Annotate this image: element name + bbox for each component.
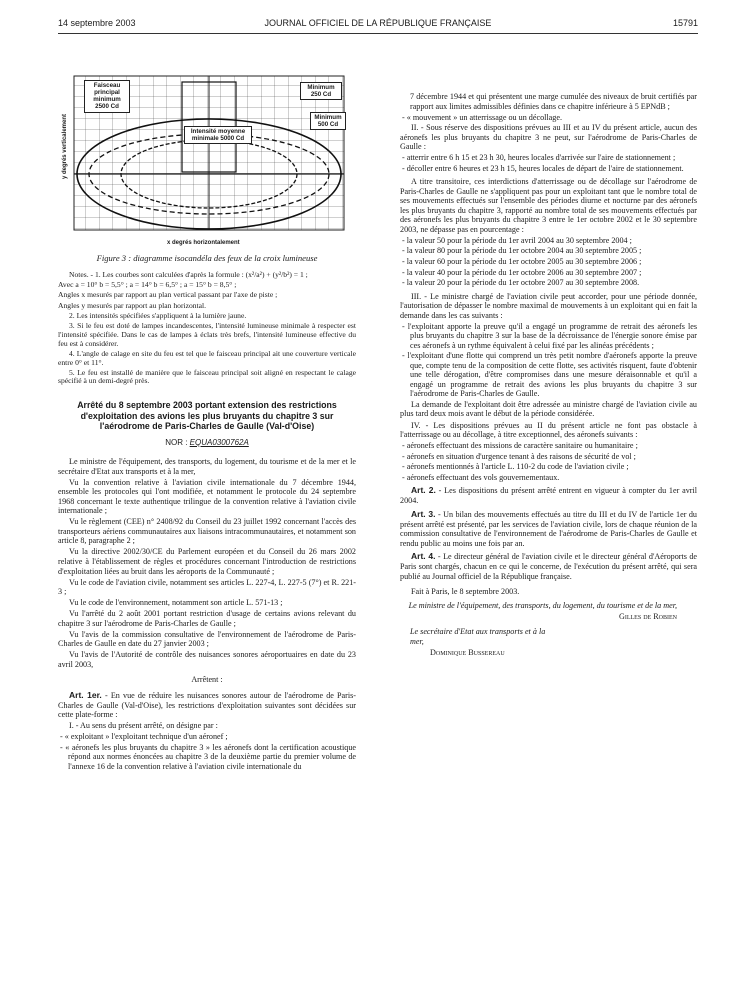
paragraph: Vu le code de l'environnement, notamment son article L. 571-13 ; [69, 598, 283, 608]
signatory-2-name [430, 648, 697, 658]
list-item: - la valeur 20 pour la période du 1er octobre 2007 au 30 septembre 2008. [402, 278, 640, 288]
signatory-1-name-text: Gilles de Robien [618, 611, 677, 621]
list-item: - la valeur 60 pour la période du 1er octobre 2005 au 30 septembre 2006 ; [402, 257, 642, 266]
list-item: - l'exploitant d'une flotte qui comprend un très petit nombre d'aéronefs apporte la preuve que, compte tenu de la composition de cette flotte, ses activités risquent, faute d'obtenir une telle dérogation, d'être compromises dans une mesure déraisonnable et qu'il a engagé un programme de retrait des avions les plus bruyants du chapitre 3 sur l'aérodrome de Paris-Charles de Gaulle. [402, 351, 697, 399]
note: Avec a = 10° b = 5,5° ; a = 14° b = 6,5° ; a = 15° b = 8,5° ; [58, 280, 237, 290]
list-item: - aéronefs mentionnés à l'article L. 110-2 du code de l'aviation civile ; [402, 462, 629, 472]
label-minimum-250: Minimum 250 Cd [300, 82, 342, 100]
article-3 [400, 510, 697, 549]
nor-code: EQUA0300762A [189, 437, 249, 447]
note: Angles x mesurés par rapport au plan vertical passant par l'axe de piste ; [58, 290, 278, 300]
label-main-beam: Faisceau principal minimum 2500 Cd [84, 80, 130, 113]
paragraph: La demande de l'exploitant doit être adressée au ministre chargé de l'aviation civile au plus tard deux mois avant le début de la période considérée. [400, 399, 697, 419]
note: Notes. - 1. Les courbes sont calculées d'après la formule : (x²/a²) + (y²/b²) = 1 ; [69, 270, 308, 280]
signatory-2-name-text: Dominique Bussereau [430, 647, 505, 657]
list-item: - l'exploitant apporte la preuve qu'il a engagé un programme de retrait des aéronefs les plus bruyants du chapitre 3 sur la base de la décroissance de l'énergie sonore émise par ces aéronefs à un rythme équivalent à celui fixé par les alinéas précédents ; [402, 321, 697, 350]
paragraph: Vu l'arrêté du 2 août 2001 portant restriction d'usage de certains avions relevant du chapitre 3 sur l'aérodrome de Paris-Charles de Gaulle ; [58, 609, 356, 628]
list-item: - décoller entre 6 heures et 23 h 15, heures locales de départ de l'aire de stationnement. [402, 163, 684, 173]
article-4 [400, 552, 697, 581]
paragraph: Le ministre de l'équipement, des transports, du logement, du tourisme et de la mer et le secrétaire d'Etat aux transports et à la mer, [58, 457, 356, 476]
article-2-text: - Les dispositions du présent arrêté entrent en vigueur à compter du 1er avril 2004. [400, 486, 697, 506]
article-4-label: Art. 4. [411, 551, 436, 562]
article-1-label: Art. 1er. [69, 689, 102, 700]
list-item: - la valeur 80 pour la période du 1er octobre 2004 au 30 septembre 2005 ; [402, 246, 642, 256]
nor-label: NOR : [165, 437, 188, 447]
note: 3. Si le feu est doté de lampes incandescentes, l'intensité lumineuse minimale à respecter est l'intensité spécifiée. Dans le cas de lampes à éclats très brefs, l'intensité lumineuse effective du feu est à considérer. [58, 321, 356, 348]
list-item: - la valeur 40 pour la période du 1er octobre 2006 au 30 septembre 2007 ; [402, 267, 642, 277]
section-IV: IV. - Les dispositions prévues au II du présent article ne font pas obstacle à l'atterrissage ou au décollage, à titre exceptionnel, des aéronefs suivants : [400, 420, 697, 440]
list-item: - aéronefs effectuant des vols gouvernementaux. [402, 472, 560, 482]
header-page-number: 15791 [672, 18, 698, 28]
signatory-1-title: Le ministre de l'équipement, des transports, du logement, du tourisme et de la mer, [408, 600, 677, 610]
article-2 [400, 486, 697, 505]
list-item: - la valeur 50 pour la période du 1er avril 2004 au 30 septembre 2004 ; [402, 235, 632, 245]
label-minimum-500: Minimum 500 Cd [310, 112, 346, 130]
figure-caption: Figure 3 : diagramme isocandéla des feux de la croix lumineuse [96, 253, 318, 263]
section-III: III. - Le ministre chargé de l'aviation civile peut accorder, pour une période donnée, l'autorisation de dépasser le nombre maximal de mouvements à un exploitant qui en fait la demande dans les cas suivants : [400, 291, 697, 320]
decree-title: Arrêté du 8 septembre 2003 portant extension des restrictions d'exploitation des avions les plus bruyants du chapitre 3 sur l'aérodrome de Paris-Charles de Gaulle (Val-d'Oise) [77, 400, 337, 432]
done-at: Fait à Paris, le 8 septembre 2003. [411, 587, 520, 597]
paragraph: Vu la directive 2002/30/CE du Parlement européen et du Conseil du 26 mars 2002 relative à l'établissement de règles et procédures concernant l'introduction de restrictions d'exploitation liées au bruit dans les aéroports de la Communauté ; [58, 547, 356, 576]
note: Angles y mesurés par rapport au plan horizontal. [58, 300, 207, 310]
list-item: - atterrir entre 6 h 15 et 23 h 30, heures locales d'arrivée sur l'aire de stationnement ; [402, 153, 676, 163]
definition-item: - « mouvement » un atterrissage ou un décollage. [402, 112, 562, 122]
arretent-heading: Arrêtent : [191, 675, 223, 685]
section-II: II. - Sous réserve des dispositions prévues au III et au IV du présent article, aucun des aéronefs les plus bruyants du chapitre 3 ne peut, sur l'aérodrome de Paris-Charles de Gaulle : [400, 123, 697, 152]
right-column [400, 92, 697, 659]
paragraph: Vu le règlement (CEE) n° 2408/92 du Conseil du 23 juillet 1992 concernant l'accès des transporteurs aériens communautaires aux liaisons intracommunautaires, et notamment son article 8, paragraphe 2 ; [58, 517, 356, 546]
paragraph: Vu la convention relative à l'aviation civile internationale du 7 décembre 1944, ensemble les protocoles qui l'ont modifiée, et notamment le protocole du 24 septembre 1968 concernant le texte authentique trilingue de la convention relative à l'aviation civile internationale ; [58, 477, 356, 516]
header-journal: JOURNAL OFFICIEL DE LA RÉPUBLIQUE FRANÇAISE [264, 18, 492, 28]
signatory-2-title: Le secrétaire d'Etat aux transports et à la mer, [410, 627, 546, 646]
header-date: 14 septembre 2003 [58, 18, 136, 28]
page-header [58, 18, 698, 32]
definition-item: - « aéronefs les plus bruyants du chapitre 3 » les aéronefs dont la certification acoustique répond aux normes énoncées au chapitre 3 de la deuxième partie du premier volume de l'annexe 16 de la convention relative à l'aviation civile internationale du [60, 742, 356, 771]
note: 2. Les intensités spécifiées s'appliquent à la lumière jaune. [69, 310, 247, 320]
article-1 [58, 691, 356, 720]
article-1-text: - En vue de réduire les nuisances sonores autour de l'aérodrome de Paris-Charles de Gaulle (Val-d'Oise), les restrictions d'exploitation suivantes sont décidées sur cette plate-forme : [58, 690, 356, 720]
paragraph: 7 décembre 1944 et qui présentent une marge cumulée des niveaux de bruit certifiés par rapport aux limites admissibles définies dans ce chapitre inférieure à 5 EPNdB ; [410, 92, 697, 111]
header-rule [58, 33, 698, 34]
left-column [58, 40, 356, 773]
nor-reference [58, 438, 356, 447]
figure-notes [58, 271, 356, 386]
paragraph: Vu le code de l'aviation civile, notamment ses articles L. 227-4, L. 227-5 (7°) et R. 221-3 ; [58, 577, 356, 597]
definition-item: - « exploitant » l'exploitant technique d'un aéronef ; [60, 732, 228, 742]
note: 5. Le feu est installé de manière que le faisceau principal soit aligné en respectant le calage spécifié à un demi-degré près. [58, 367, 356, 386]
article-3-label: Art. 3. [411, 508, 436, 519]
transitional-paragraph: A titre transitoire, ces interdictions d'atterrissage ou de décollage sur l'aérodrome de Paris-Charles de Gaulle ne s'appliquent pas pour un exploitant tant que le nombre total de ses mouvements effectués sur l'ensemble des périodes diurne et nocturne par des aéronefs les plus bruyants du chapitre 3, rapporté au nombre total de ses mouvements effectués par des aéronefs les plus bruyants du chapitre 3 entre le 1er octobre 2002 et le 30 septembre 2003, ne dépasse pas en pourcentage : [400, 177, 697, 234]
paragraph: Vu l'avis de la commission consultative de l'environnement de l'aérodrome de Paris-Charles de Gaulle en date du 27 janvier 2003 ; [58, 629, 356, 649]
x-axis-label: x degrés horizontalement [167, 240, 240, 246]
list-item: - aéronefs en situation d'urgence tenant à des raisons de sécurité de vol ; [402, 451, 636, 461]
article-4-text: - Le directeur général de l'aviation civile et le directeur général d'Aéroports de Paris sont chargés, chacun en ce qui le concerne, de l'exécution du présent arrêté, qui sera publié au Journal officiel de la République française. [400, 552, 697, 581]
paragraph: Vu l'avis de l'Autorité de contrôle des nuisances sonores aéroportuaires en date du 23 avril 2003, [58, 650, 356, 669]
note: 4. L'angle de calage en site du feu est tel que le faisceau principal ait une couverture verticale entre 0° et 11°. [58, 348, 356, 367]
article-3-text: - Un bilan des mouvements effectués au titre du III et du IV de l'article 1er du présent arrêté est présenté, par les services de l'aviation civile, lors de chaque réunion de la commission consultative de l'environnement de l'aérodrome de Paris-Charles de Gaulle et rendu public au moins une fois par an. [400, 509, 697, 548]
article-2-label: Art. 2. [411, 485, 436, 496]
isocandela-diagram [62, 74, 352, 249]
label-average-intensity: Intensité moyenne minimale 5000 Cd [184, 126, 252, 144]
article-1-section-I: I. - Au sens du présent arrêté, on désigne par : [69, 721, 218, 731]
list-item: - aéronefs effectuant des missions de caractère sanitaire ou humanitaire ; [402, 441, 638, 451]
signatory-1-name [400, 612, 677, 622]
y-axis-label: y degrés verticalement [62, 114, 68, 180]
